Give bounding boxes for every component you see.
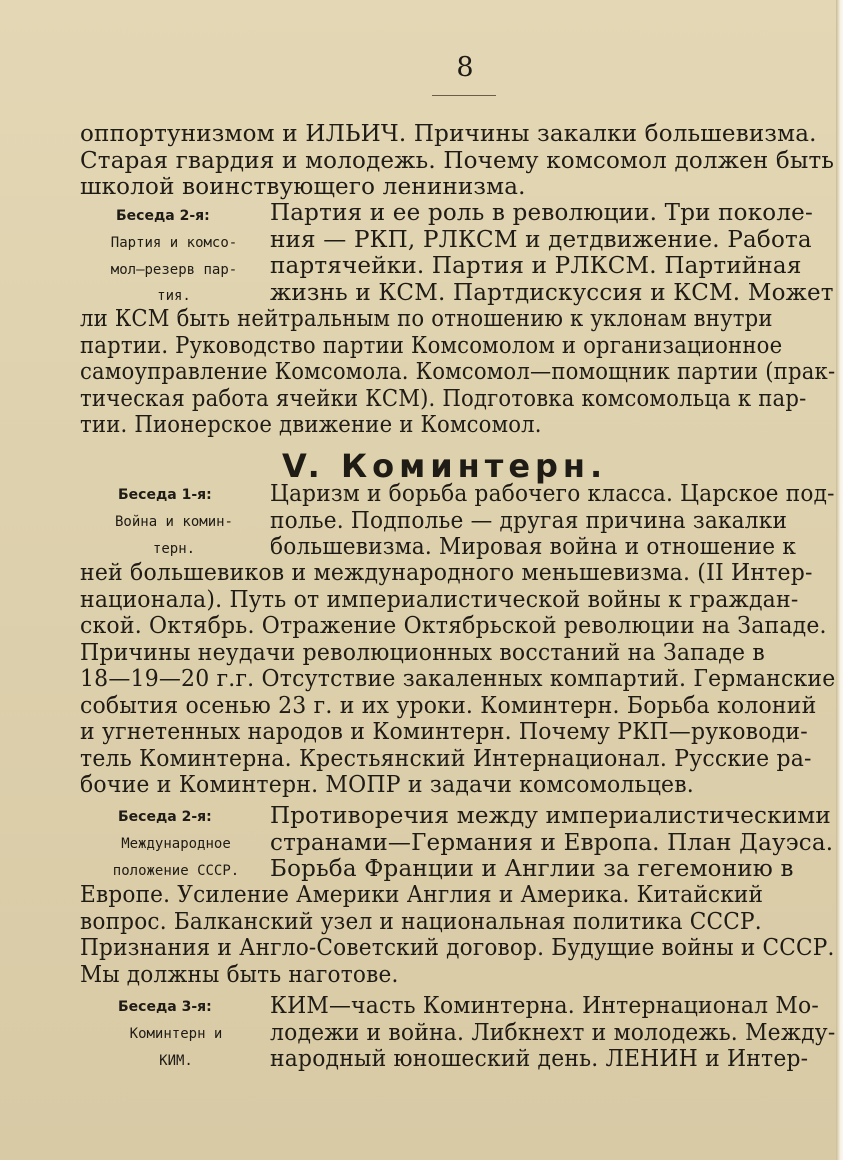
topic-line: терн. [152, 540, 196, 557]
talk-full-text [80, 306, 835, 439]
text-line: Царизм и борьба рабочего класса. Царское под- [270, 481, 835, 507]
talk-label: Беседа 2-я: [116, 208, 210, 224]
text-line: КИМ—часть Коминтерна. Интернационал Мо- [270, 993, 819, 1019]
talk-topic [96, 1021, 256, 1074]
text-line: Причины неудачи революционных восстаний на Западе в [80, 639, 765, 666]
text-line: ли КСМ быть нейтральным по отношению к уклонам внутри [80, 306, 773, 332]
text-line: Европе. Усиление Америки Англия и Америка. Китайский [80, 882, 764, 908]
talk-label: Беседа 2-я: [118, 809, 212, 825]
text-line: события осенью 23 г. и их уроки. Коминтерн. Борьба колоний [80, 692, 817, 719]
text-line: Противоречия между империалистическими [270, 803, 831, 829]
intro-paragraph [80, 121, 835, 201]
text-line: тическая работа ячейки КСМ). Подготовка комсомольца к пар- [80, 385, 807, 412]
topic-line: Коминтерн и [129, 1026, 223, 1042]
text-line: большевизма. Мировая война и отношение к [270, 534, 797, 560]
topic-line: Партия и комсо- [110, 235, 238, 251]
talk-indented-text [270, 803, 833, 883]
talk-label: Беседа 3-я: [118, 999, 212, 1015]
topic-line: Война и комин- [114, 514, 233, 530]
text-line: партии. Руководство партии Комсомолом и организационное [80, 332, 783, 359]
text-line: тель Коминтерна. Крестьянский Интернационал. Русские ра- [80, 745, 812, 772]
text-line: самоуправление Комсомола. Комсомол—помощник партии (прак- [80, 359, 836, 385]
talk-topic [86, 509, 262, 562]
text-line: Партия и ее роль в революции. Три поколе- [270, 200, 813, 226]
topic-line: КИМ. [159, 1052, 193, 1069]
text-line: ней большевиков и международного меньшевизма. (II Интер- [80, 560, 813, 586]
text-line: национала). Путь от империалистической войны к граждан- [80, 586, 799, 613]
section-heading: V. Коминтерн. [282, 447, 608, 485]
text-line: 18—19—20 г.г. Отсутствие закаленных компартий. Германские [80, 666, 836, 692]
page-number: 8 [456, 52, 474, 83]
topic-line: мол—резерв пар- [110, 261, 238, 278]
topic-line: Международное [121, 836, 231, 852]
page-edge [836, 0, 843, 1160]
text-line: полье. Подполье — другая причина закалки [270, 507, 788, 534]
topic-line: тия. [157, 288, 191, 304]
topic-line: положение СССР. [112, 862, 240, 879]
text-line: бочие и Коминтерн. МОПР и задачи комсомольцев. [80, 772, 694, 798]
text-line: партячейки. Партия и РЛКСМ. Партийная [270, 253, 802, 279]
text-line: оппортунизмом и ИЛЬИЧ. Причины закалки большевизма. [80, 121, 817, 147]
text-line: странами—Германия и Европа. План Дауэса. [270, 829, 834, 856]
text-line: Борьба Франции и Англии за гегемонию в [270, 856, 794, 882]
talk-full-text [80, 882, 835, 988]
text-line: школой воинствующего ленинизма. [80, 174, 526, 200]
text-line: ской. Октябрь. Отражение Октябрьской революции на Западе. [80, 613, 827, 639]
talk-indented-text [270, 993, 835, 1073]
text-line: Признания и Англо-Советский договор. Будущие войны и СССР. [80, 935, 835, 961]
talk-indented-text [270, 200, 834, 306]
talk-indented-text [270, 481, 835, 561]
text-line: народный юношеский день. ЛЕНИН и Интер- [270, 1046, 809, 1072]
text-line: вопрос. Балканский узел и национальная политика СССР. [80, 908, 762, 935]
text-line: Старая гвардия и молодежь. Почему комсомол должен быть [80, 147, 835, 174]
talk-topic [86, 230, 262, 310]
talk-topic [86, 831, 266, 884]
talk-full-text [80, 560, 835, 799]
page-number-rule [432, 95, 496, 96]
text-line: жизнь и КСМ. Партдискуссия и КСМ. Может [270, 279, 834, 306]
text-line: и угнетенных народов и Коминтерн. Почему РКП—руководи- [80, 719, 808, 745]
text-line: ния — РКП, РЛКСМ и детдвижение. Работа [270, 226, 812, 253]
talk-label: Беседа 1-я: [118, 487, 212, 503]
text-line: Мы должны быть наготове. [80, 961, 399, 988]
text-line: тии. Пионерское движение и Комсомол. [80, 412, 542, 438]
text-line: лодежи и война. Либкнехт и молодежь. Между- [270, 1019, 836, 1046]
